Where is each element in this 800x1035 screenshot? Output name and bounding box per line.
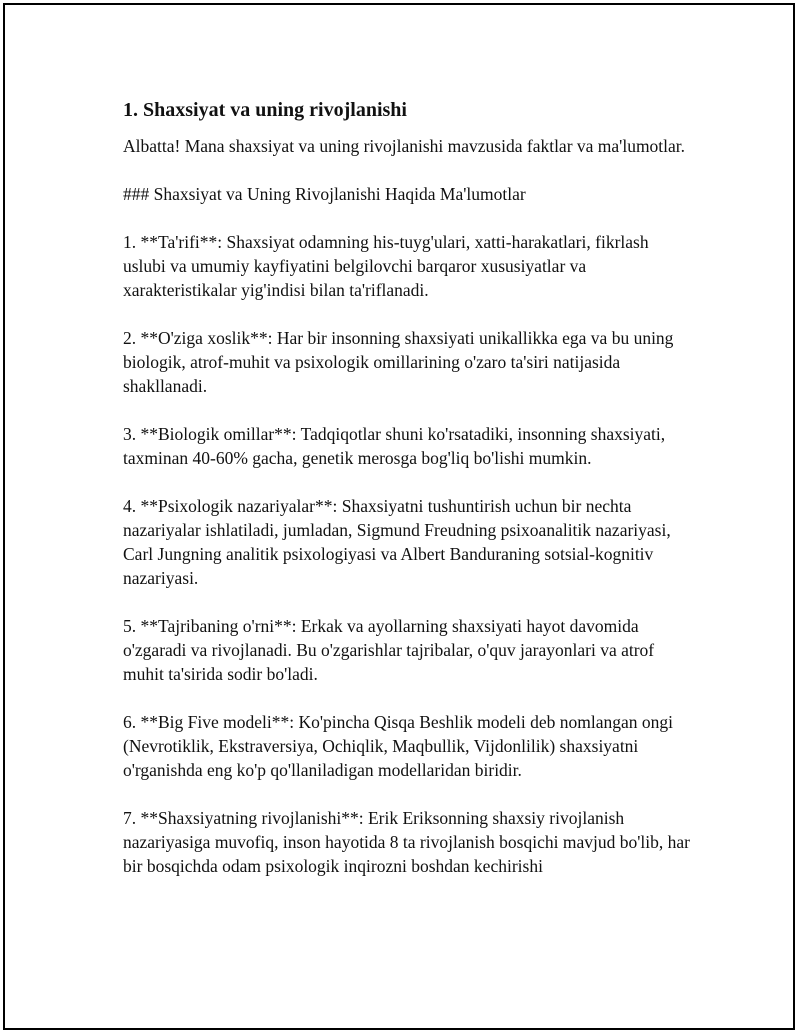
fact-paragraph-6: 6. **Big Five modeli**: Ko'pincha Qisqa Beshlik modeli deb nomlangan ongi (Nevrotiklik, Ekstraversiya, Ochiqlik, Maqbullik, Vijdonlilik) shaxsiyatni o'rganishda eng ko'p qo'llaniladigan modellaridan biridir.	[123, 712, 673, 780]
fact-paragraph-1: 1. **Ta'rifi**: Shaxsiyat odamning his-tuyg'ulari, xatti-harakatlari, fikrlash uslubi va umumiy kayfiyatini belgilovchi barqaror xususiyatlar va xarakteristikalar yig'indisi bilan ta'riflanadi.	[123, 232, 649, 300]
fact-paragraph-2: 2. **O'ziga xoslik**: Har bir insonning shaxsiyati unikallikka ega va bu uning biologik, atrof-muhit va psixologik omillarining o'zaro ta'siri natijasida shakllanadi.	[123, 328, 674, 396]
page-frame	[3, 3, 795, 1030]
fact-paragraph-4: 4. **Psixologik nazariyalar**: Shaxsiyatni tushuntirish uchun bir nechta nazariyalar ishlatiladi, jumladan, Sigmund Freudning psixoanalitik nazariyasi, Carl Jungning analitik psixologiyasi va Albert Banduraning sotsial-kognitiv nazariyasi.	[123, 496, 671, 588]
section-heading-paragraph: ### Shaxsiyat va Uning Rivojlanishi Haqida Ma'lumotlar	[123, 184, 526, 204]
fact-paragraph-7: 7. **Shaxsiyatning rivojlanishi**: Erik Eriksonning shaxsiy rivojlanish nazariyasiga muvofiq, inson hayotida 8 ta rivojlanish bosqichi mavjud bo'lib, har bir bosqichda odam psixologik inqirozni boshdan kechirishi	[123, 808, 690, 876]
intro-paragraph: Albatta! Mana shaxsiyat va uning rivojlanishi mavzusida faktlar va ma'lumotlar.	[123, 136, 686, 156]
fact-paragraph-5: 5. **Tajribaning o'rni**: Erkak va ayollarning shaxsiyati hayot davomida o'zgaradi va rivojlanadi. Bu o'zgarishlar tajribalar, o'quv jarayonlari va atrof muhit ta'sirida sodir bo'ladi.	[123, 616, 655, 684]
fact-paragraph-3: 3. **Biologik omillar**: Tadqiqotlar shuni ko'rsatadiki, insonning shaxsiyati, taxminan 40-60% gacha, genetik merosga bog'liq bo'lishi mumkin.	[123, 424, 666, 468]
document-title: 1. Shaxsiyat va uning rivojlanishi	[123, 99, 407, 121]
document-body	[123, 95, 693, 902]
